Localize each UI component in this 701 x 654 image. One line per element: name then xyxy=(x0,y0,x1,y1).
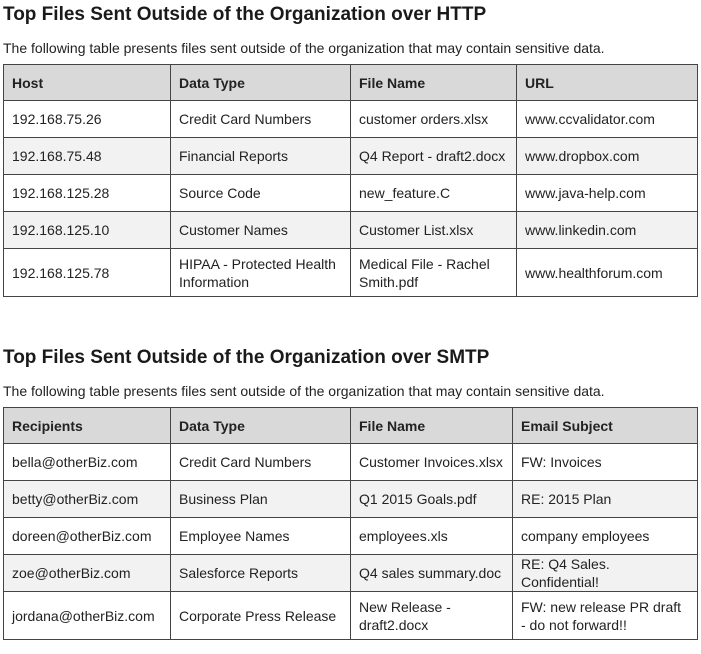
recipient-cell: bella@otherBiz.com xyxy=(4,444,171,481)
file-name-cell: customer orders.xlsx xyxy=(351,101,517,138)
file-name-cell: Medical File - Rachel Smith.pdf xyxy=(351,249,517,297)
host-cell: 192.168.125.28 xyxy=(4,175,171,212)
data-type-cell: Employee Names xyxy=(171,518,351,555)
url-cell: www.ccvalidator.com xyxy=(517,101,698,138)
table-row xyxy=(4,138,698,175)
http-col-file-name: File Name xyxy=(351,65,517,101)
recipient-cell: doreen@otherBiz.com xyxy=(4,518,171,555)
file-name-cell: Q4 sales summary.doc xyxy=(351,555,513,592)
smtp-col-email-subject: Email Subject xyxy=(513,408,698,444)
host-cell: 192.168.75.48 xyxy=(4,138,171,175)
url-cell: www.dropbox.com xyxy=(517,138,698,175)
smtp-description: The following table presents files sent outside of the organization that may contain sensitive data. xyxy=(3,383,605,399)
host-cell: 192.168.125.78 xyxy=(4,249,171,297)
data-type-cell: Business Plan xyxy=(171,481,351,518)
data-type-cell: Source Code xyxy=(171,175,351,212)
table-row xyxy=(4,101,698,138)
smtp-header-row xyxy=(4,408,698,444)
data-type-cell: Salesforce Reports xyxy=(171,555,351,592)
file-name-cell: Customer Invoices.xlsx xyxy=(351,444,513,481)
recipient-cell: jordana@otherBiz.com xyxy=(4,592,171,640)
data-type-cell: Credit Card Numbers xyxy=(171,101,351,138)
data-type-cell: HIPAA - Protected Health Information xyxy=(171,249,351,297)
smtp-title: Top Files Sent Outside of the Organization over SMTP xyxy=(3,347,490,368)
http-section xyxy=(3,4,697,297)
email-subject-cell: RE: Q4 Sales. Confidential! xyxy=(513,555,698,592)
file-name-cell: Q1 2015 Goals.pdf xyxy=(351,481,513,518)
recipient-cell: betty@otherBiz.com xyxy=(4,481,171,518)
table-row xyxy=(4,249,698,297)
url-cell: www.java-help.com xyxy=(517,175,698,212)
email-subject-cell: FW: Invoices xyxy=(513,444,698,481)
http-description: The following table presents files sent outside of the organization that may contain sensitive data. xyxy=(3,40,605,56)
http-col-data-type: Data Type xyxy=(171,65,351,101)
http-col-url: URL xyxy=(517,65,698,101)
table-row xyxy=(4,592,698,640)
table-row xyxy=(4,481,698,518)
data-type-cell: Customer Names xyxy=(171,212,351,249)
file-name-cell: new_feature.C xyxy=(351,175,517,212)
url-cell: www.healthforum.com xyxy=(517,249,698,297)
url-cell: www.linkedin.com xyxy=(517,212,698,249)
table-row xyxy=(4,175,698,212)
smtp-col-file-name: File Name xyxy=(351,408,513,444)
table-row xyxy=(4,444,698,481)
data-type-cell: Credit Card Numbers xyxy=(171,444,351,481)
host-cell: 192.168.125.10 xyxy=(4,212,171,249)
host-cell: 192.168.75.26 xyxy=(4,101,171,138)
file-name-cell: Q4 Report - draft2.docx xyxy=(351,138,517,175)
smtp-col-recipients: Recipients xyxy=(4,408,171,444)
table-row xyxy=(4,212,698,249)
smtp-table xyxy=(3,407,698,640)
recipient-cell: zoe@otherBiz.com xyxy=(4,555,171,592)
http-col-host: Host xyxy=(4,65,171,101)
email-subject-cell: RE: 2015 Plan xyxy=(513,481,698,518)
file-name-cell: Customer List.xlsx xyxy=(351,212,517,249)
smtp-section xyxy=(3,347,697,640)
table-row xyxy=(4,518,698,555)
data-type-cell: Financial Reports xyxy=(171,138,351,175)
http-header-row xyxy=(4,65,698,101)
http-title: Top Files Sent Outside of the Organization over HTTP xyxy=(3,4,487,25)
email-subject-cell: company employees xyxy=(513,518,698,555)
email-subject-cell: FW: new release PR draft - do not forward!! xyxy=(513,592,698,640)
http-table xyxy=(3,64,698,297)
data-type-cell: Corporate Press Release xyxy=(171,592,351,640)
table-row xyxy=(4,555,698,592)
file-name-cell: employees.xls xyxy=(351,518,513,555)
smtp-col-data-type: Data Type xyxy=(171,408,351,444)
file-name-cell: New Release - draft2.docx xyxy=(351,592,513,640)
